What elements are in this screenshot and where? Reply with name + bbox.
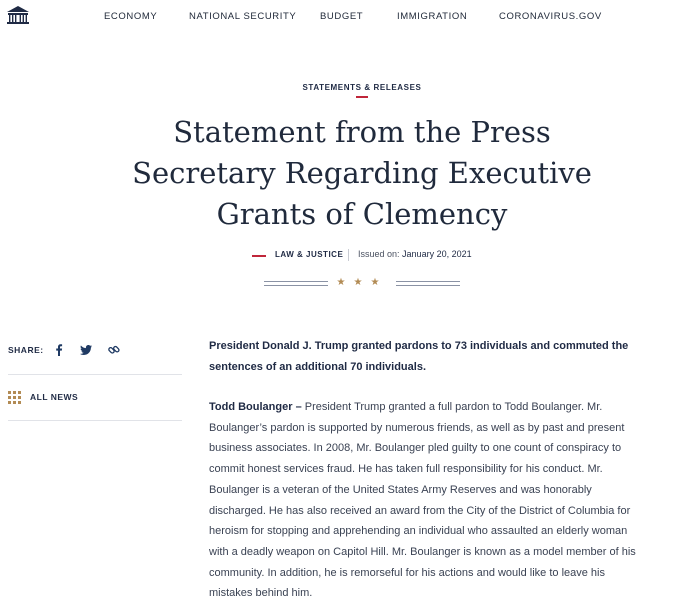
title-line: Grants of Clemency xyxy=(216,197,508,231)
all-news-label: ALL NEWS xyxy=(30,392,79,402)
issued-label: Issued on: xyxy=(358,249,400,259)
pardon-description: President Trump granted a full pardon to Todd Boulanger. Mr. Boulanger’s pardon is supported by numerous friends, as well as by past and present business associates. In 2008, Mr. Boulanger pled guilty to one count of conspiracy to commit honest services fraud. He has taken full responsibility for his conduct. Mr. Boulanger is a veteran of the United States Army Reserves and was honorably discharged. He has also received an award from the City of the District of Columbia for heroism for stopping and apprehending an individual who assaulted an elderly woman with a deadly weapon on Capitol Hill. Mr. Boulanger is known as a model member of his community. In addition, he is remorseful for his actions and would like to leave his mistakes behind him. xyxy=(209,401,636,600)
title-line: Statement from the Press xyxy=(173,115,551,149)
nav-budget[interactable]: BUDGET xyxy=(320,11,364,22)
article-meta xyxy=(0,249,700,263)
grid-icon xyxy=(8,391,21,404)
meta-separator xyxy=(348,249,349,261)
title-line: Secretary Regarding Executive xyxy=(132,156,592,190)
section-underline xyxy=(356,96,368,98)
category-dash xyxy=(252,255,266,257)
stars-icon: ★★★ xyxy=(336,277,388,288)
issued-value: January 20, 2021 xyxy=(402,249,472,259)
link-icon[interactable] xyxy=(107,343,121,357)
issued-date xyxy=(358,249,472,259)
share-label: SHARE: xyxy=(8,345,44,355)
facebook-icon[interactable] xyxy=(52,343,66,357)
top-navigation xyxy=(0,0,700,34)
category-link[interactable]: LAW & JUSTICE xyxy=(275,250,344,259)
nav-immigration[interactable]: IMMIGRATION xyxy=(397,11,468,22)
section-label[interactable]: STATEMENTS & RELEASES xyxy=(302,83,422,92)
divider-line xyxy=(396,285,460,286)
star-divider xyxy=(264,277,460,291)
nav-coronavirus[interactable]: CORONAVIRUS.GOV xyxy=(499,11,602,22)
divider-line xyxy=(396,281,460,282)
divider-line xyxy=(264,285,328,286)
divider-line xyxy=(264,281,328,282)
nav-national-security[interactable]: NATIONAL SECURITY xyxy=(189,11,297,22)
twitter-icon[interactable] xyxy=(79,343,93,357)
page-title xyxy=(60,112,664,235)
article-paragraph xyxy=(209,397,639,604)
nav-economy[interactable]: ECONOMY xyxy=(104,11,158,22)
share-bar xyxy=(8,343,182,375)
pardon-recipient-name: Todd Boulanger – xyxy=(209,401,302,413)
all-news-link[interactable] xyxy=(8,389,182,421)
article-lede: President Donald J. Trump granted pardons to 73 individuals and commuted the sentences of an additional 70 individuals. xyxy=(209,340,629,373)
white-house-logo-icon[interactable] xyxy=(7,6,29,24)
